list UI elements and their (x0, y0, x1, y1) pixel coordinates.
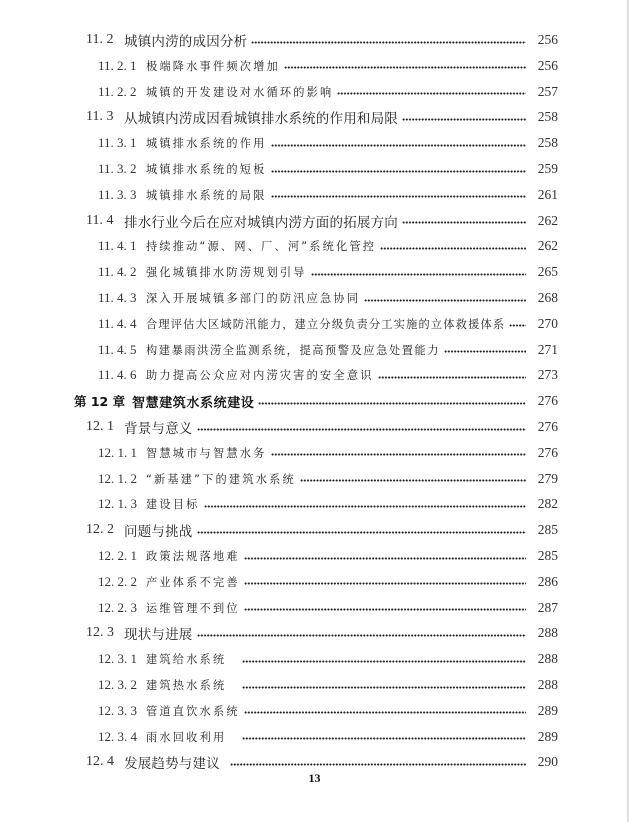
dot-leader (509, 324, 526, 327)
entry-title: 城镇排水系统的短板 (146, 163, 267, 176)
dot-leader (242, 737, 526, 740)
entry-number: 11. 4. 2 (98, 264, 137, 280)
entry-page: 268 (537, 290, 558, 305)
entry-number: 11. 3 (86, 109, 114, 125)
toc-entry[interactable] (98, 234, 558, 258)
entry-page: 265 (537, 264, 558, 280)
entry-number: 12. 1. 2 (98, 470, 137, 486)
entry-page: 288 (537, 677, 558, 692)
entry-title: “新基建”下的建筑水系统 (146, 472, 296, 486)
entry-title: 合理评估大区域防汛能力，建立分级负责分工实施的立体救援体系 (146, 317, 506, 331)
entry-number: 12. 2. 3 (98, 599, 137, 615)
toc-entry[interactable] (98, 80, 558, 104)
dot-leader (204, 505, 526, 508)
entry-number: 12. 4 (86, 754, 114, 770)
entry-page: 262 (537, 212, 558, 228)
dot-leader (244, 608, 526, 611)
toc-entry[interactable] (98, 183, 558, 207)
entry-title: 现状与进展 (124, 627, 193, 644)
entry-title: 构建暴雨洪涝全监测系统，提高预警及应急处置能力 (146, 343, 441, 357)
toc-entry[interactable] (98, 725, 558, 749)
entry-title: 建筑给水系统 (146, 653, 227, 667)
entry-title: 建设目标 (146, 498, 200, 512)
entry-number: 11. 4. 6 (98, 367, 137, 383)
entry-page: 276 (537, 444, 558, 460)
entry-page: 290 (537, 754, 558, 770)
chapter-title: 智慧建筑水系统建设 (132, 395, 255, 411)
entry-title: 运维管理不到位 (146, 601, 240, 615)
page-number: 13 (308, 771, 321, 785)
dot-leader (300, 479, 526, 482)
entry-page: 286 (537, 573, 558, 589)
dot-leader (197, 428, 527, 431)
dot-leader (402, 221, 526, 224)
entry-title: 建筑热水系统 (146, 679, 227, 692)
toc-entry[interactable] (98, 441, 558, 465)
entry-number: 12. 3 (86, 625, 114, 641)
dot-leader (402, 118, 526, 121)
entry-title: 强化城镇排水防涝规划引导 (146, 266, 307, 280)
entry-title: 管道直饮水系统 (146, 704, 240, 718)
entry-number: 11. 2. 1 (98, 57, 137, 73)
entry-title: 雨水回收利用 (146, 730, 227, 744)
entry-number: 12. 3. 2 (98, 677, 137, 692)
entry-title: 背景与意义 (124, 421, 193, 437)
dot-leader (271, 170, 527, 173)
entry-number: 11. 2. 2 (98, 83, 137, 99)
entry-number: 12. 2. 2 (98, 573, 137, 589)
entry-title: 城镇排水系统的作用 (146, 137, 267, 151)
chapter-number: 第 12 章 (74, 394, 126, 410)
toc-entry[interactable] (98, 647, 558, 671)
toc-entry[interactable] (98, 596, 558, 620)
dot-leader (380, 247, 526, 250)
dot-leader (378, 376, 526, 379)
entry-page: 258 (537, 109, 558, 125)
entry-title: 发展趋势与建议 (124, 756, 220, 773)
entry-number: 12. 3. 1 (98, 651, 137, 667)
entry-title: 城镇的开发建设对水循环的影响 (146, 85, 334, 99)
dot-leader (271, 144, 527, 147)
entry-title: 排水行业今后在应对城镇内涝方面的拓展方向 (124, 214, 398, 231)
toc-chapter-entry[interactable] (74, 389, 558, 413)
dot-leader (364, 299, 526, 302)
toc-entry[interactable] (98, 467, 558, 491)
dot-leader (242, 686, 526, 689)
toc-entry[interactable] (98, 544, 558, 568)
toc-entry[interactable] (98, 131, 558, 155)
entry-title: 产业体系不完善 (146, 575, 240, 589)
entry-page: 276 (537, 419, 558, 434)
toc-entry[interactable] (98, 312, 558, 336)
entry-number: 11. 2 (86, 32, 114, 47)
dot-leader (242, 660, 526, 663)
dot-leader (230, 763, 526, 766)
toc-entry[interactable] (98, 673, 558, 697)
entry-page: 258 (537, 135, 558, 151)
dot-leader (444, 350, 526, 353)
entry-page: 288 (537, 651, 558, 667)
dot-leader (258, 402, 526, 405)
entry-title: 极端降水事件频次增加 (146, 59, 280, 73)
toc-entry[interactable] (98, 338, 558, 362)
entry-number: 11. 3. 2 (98, 161, 137, 176)
entry-title: 问题与挑战 (124, 524, 193, 541)
entry-page: 285 (537, 522, 558, 538)
toc-entry[interactable] (86, 105, 558, 129)
toc-entry[interactable] (86, 28, 558, 52)
dot-leader (284, 66, 526, 69)
toc-entry[interactable] (86, 621, 558, 645)
entry-page: 257 (537, 83, 558, 99)
entry-number: 12. 3. 3 (98, 702, 137, 718)
entry-page: 285 (537, 548, 558, 563)
entry-page: 262 (537, 238, 558, 254)
toc-entry[interactable] (98, 699, 558, 723)
entry-page: 270 (537, 315, 558, 331)
entry-number: 11. 4. 5 (98, 341, 137, 357)
entry-title: 智慧城市与智慧水务 (146, 446, 267, 460)
dot-leader (244, 557, 526, 560)
entry-page: 256 (537, 57, 558, 73)
dot-leader (271, 453, 527, 456)
dot-leader (197, 531, 527, 534)
entry-page: 259 (537, 161, 558, 176)
toc-entry[interactable] (98, 286, 558, 310)
entry-title: 政策法规落地难 (146, 550, 240, 563)
entry-number: 12. 3. 4 (98, 728, 137, 744)
entry-number: 12. 1. 1 (98, 444, 137, 460)
toc-entry[interactable] (98, 54, 558, 78)
dot-leader (271, 195, 527, 198)
entry-page: 273 (537, 367, 558, 383)
entry-page: 261 (537, 186, 558, 202)
entry-number: 11. 4. 3 (98, 290, 137, 305)
entry-page: 289 (537, 702, 558, 718)
dot-leader (197, 634, 527, 637)
toc-entry[interactable] (98, 363, 558, 387)
entry-number: 11. 4. 1 (98, 238, 137, 254)
entry-title: 从城镇内涝成因看城镇排水系统的作用和局限 (124, 111, 398, 128)
toc-entry[interactable] (86, 209, 558, 233)
entry-page: 288 (537, 625, 558, 641)
entry-page: 271 (537, 341, 558, 357)
entry-page: 282 (537, 496, 558, 512)
entry-title: 助力提高公众应对内涝灾害的安全意识 (146, 369, 374, 383)
entry-number: 12. 1 (86, 419, 114, 434)
entry-page: 279 (537, 470, 558, 486)
dot-leader (244, 711, 526, 714)
entry-number: 11. 4. 4 (98, 315, 137, 331)
entry-number: 11. 3. 3 (98, 186, 137, 202)
toc-entry[interactable] (98, 260, 558, 284)
entry-page: 287 (537, 599, 558, 615)
dot-leader (244, 582, 526, 585)
dot-leader (251, 41, 526, 44)
dot-leader (337, 92, 526, 95)
entry-title: 城镇内涝的成因分析 (124, 34, 248, 50)
toc-entry[interactable] (86, 415, 558, 439)
toc-entry[interactable] (98, 570, 558, 594)
entry-page: 256 (537, 32, 558, 47)
entry-number: 12. 2. 1 (98, 548, 137, 563)
entry-page: 276 (537, 393, 558, 409)
entry-number: 12. 2 (86, 522, 114, 538)
toc-entry[interactable] (98, 492, 558, 516)
dot-leader (311, 273, 526, 276)
toc-entry[interactable] (86, 518, 558, 542)
entry-title: 持续推动“源、网、厂、河”系统化管控 (146, 240, 377, 254)
entry-number: 12. 1. 3 (98, 496, 137, 512)
entry-number: 11. 3. 1 (98, 135, 137, 151)
entry-page: 289 (537, 728, 558, 744)
toc-entry[interactable] (98, 157, 558, 181)
entry-title: 深入开展城镇多部门的防汛应急协同 (146, 292, 361, 305)
entry-number: 11. 4 (86, 212, 114, 228)
entry-title: 城镇排水系统的局限 (146, 188, 267, 202)
